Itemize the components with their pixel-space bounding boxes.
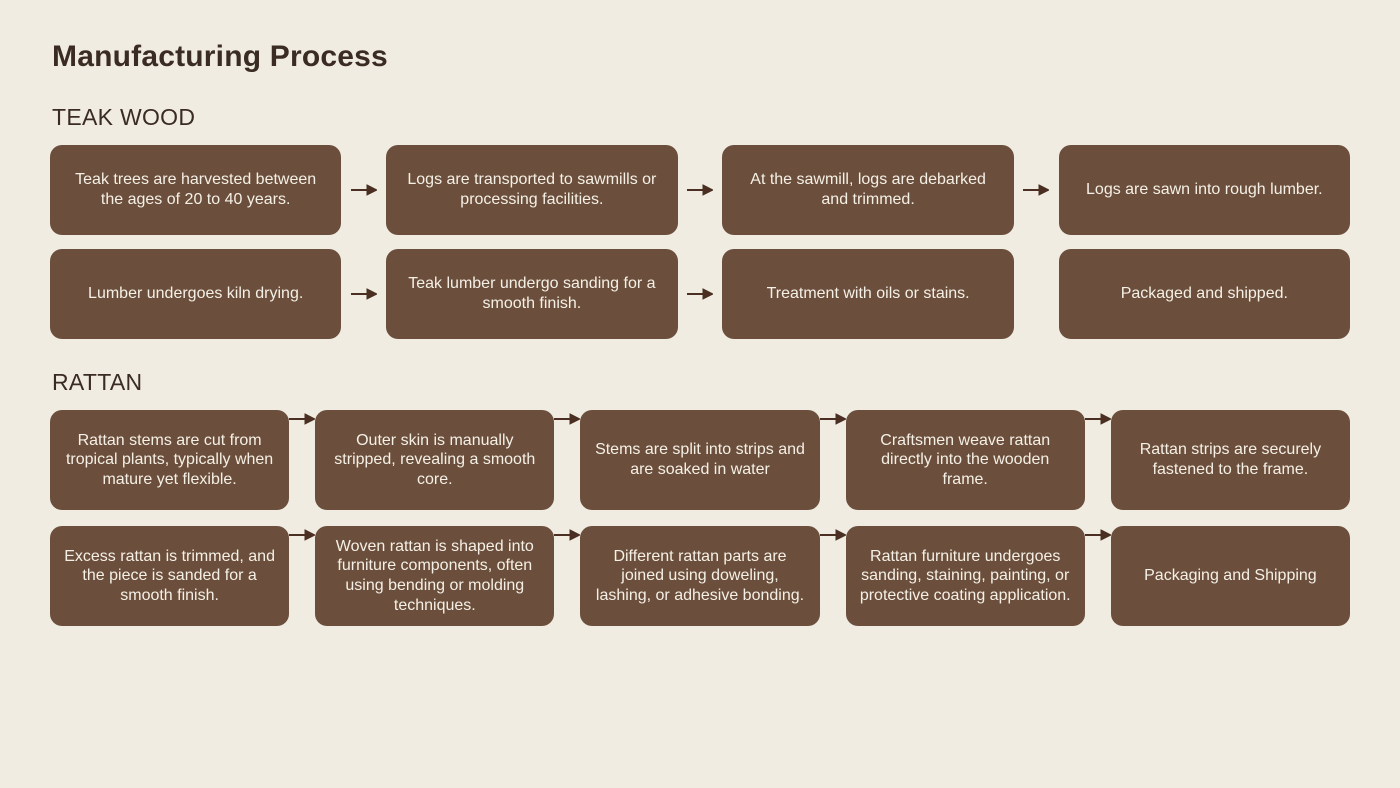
process-row	[50, 526, 1350, 626]
arrow-cell	[341, 249, 386, 339]
process-node[interactable]: Packaging and Shipping	[1111, 526, 1350, 626]
process-node[interactable]: Lumber undergoes kiln drying.	[50, 249, 341, 339]
arrow-cell	[289, 526, 315, 626]
process-node[interactable]: Stems are split into strips and are soaked in water	[580, 410, 819, 510]
arrow-cell	[1014, 145, 1059, 235]
arrow-right-icon	[687, 287, 713, 301]
process-node[interactable]: Outer skin is manually stripped, revealing a smooth core.	[315, 410, 554, 510]
arrow-right-icon	[820, 412, 846, 426]
page-title: Manufacturing Process	[52, 40, 388, 73]
arrow-cell	[289, 410, 315, 510]
arrow-right-icon	[687, 183, 713, 197]
arrow-right-icon	[1085, 528, 1111, 542]
arrow-right-icon	[289, 528, 315, 542]
process-node[interactable]: Rattan strips are securely fastened to the frame.	[1111, 410, 1350, 510]
arrow-cell	[1085, 410, 1111, 510]
arrow-right-icon	[351, 183, 377, 197]
arrow-right-icon	[289, 412, 315, 426]
process-node[interactable]: Different rattan parts are joined using doweling, lashing, or adhesive bonding.	[580, 526, 819, 626]
process-row	[50, 145, 1350, 235]
arrow-spacer	[1014, 249, 1059, 339]
arrow-right-icon	[820, 528, 846, 542]
process-node[interactable]: Packaged and shipped.	[1059, 249, 1350, 339]
process-node[interactable]: At the sawmill, logs are debarked and trimmed.	[722, 145, 1013, 235]
process-row	[50, 249, 1350, 339]
arrow-cell	[820, 410, 846, 510]
arrow-cell	[341, 145, 386, 235]
arrow-right-icon	[351, 287, 377, 301]
section-teak-wood	[50, 104, 1350, 339]
arrow-right-icon	[554, 412, 580, 426]
process-row	[50, 410, 1350, 510]
arrow-cell	[678, 145, 723, 235]
arrow-right-icon	[554, 528, 580, 542]
arrow-cell	[1085, 526, 1111, 626]
arrow-cell	[678, 249, 723, 339]
process-node[interactable]: Rattan furniture undergoes sanding, staining, painting, or protective coating application.	[846, 526, 1085, 626]
arrow-right-icon	[1085, 412, 1111, 426]
process-node[interactable]: Woven rattan is shaped into furniture components, often using bending or molding techniques.	[315, 526, 554, 626]
section-title-teak-wood: TEAK WOOD	[52, 104, 196, 130]
process-node[interactable]: Teak trees are harvested between the ages of 20 to 40 years.	[50, 145, 341, 235]
arrow-cell	[554, 526, 580, 626]
arrow-cell	[554, 410, 580, 510]
arrow-cell	[820, 526, 846, 626]
process-node[interactable]: Rattan stems are cut from tropical plants, typically when mature yet flexible.	[50, 410, 289, 510]
process-node[interactable]: Treatment with oils or stains.	[722, 249, 1013, 339]
process-node[interactable]: Logs are sawn into rough lumber.	[1059, 145, 1350, 235]
section-rattan	[50, 369, 1350, 626]
process-node[interactable]: Logs are transported to sawmills or processing facilities.	[386, 145, 677, 235]
process-node[interactable]: Craftsmen weave rattan directly into the wooden frame.	[846, 410, 1085, 510]
arrow-right-icon	[1023, 183, 1049, 197]
process-node[interactable]: Excess rattan is trimmed, and the piece is sanded for a smooth finish.	[50, 526, 289, 626]
process-node[interactable]: Teak lumber undergo sanding for a smooth finish.	[386, 249, 677, 339]
section-title-rattan: RATTAN	[52, 369, 143, 395]
